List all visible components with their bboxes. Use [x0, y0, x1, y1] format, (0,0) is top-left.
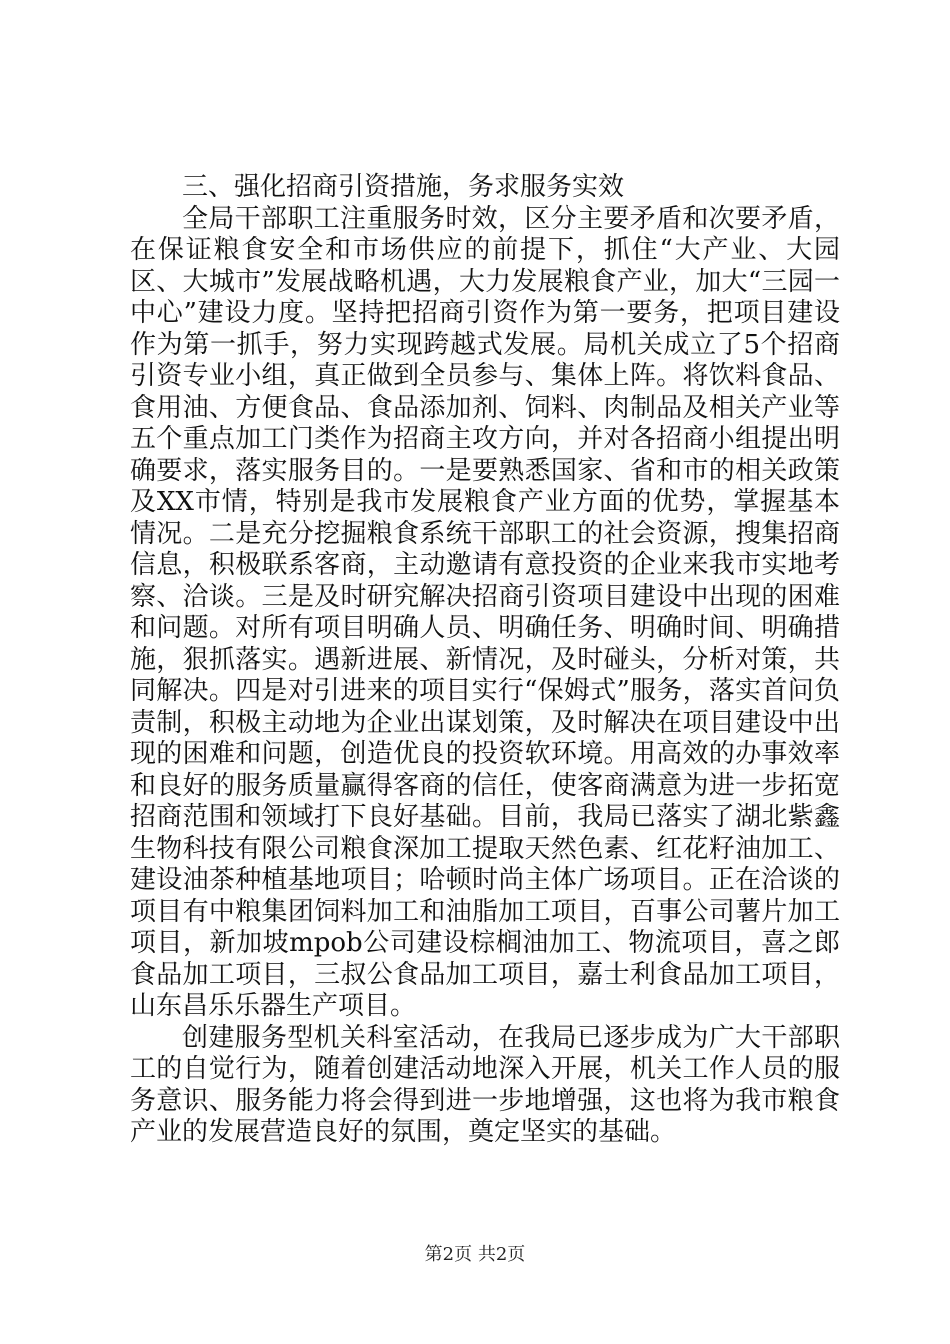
section-heading: 三、强化招商引资措施，务求服务实效 [182, 172, 625, 202]
page-number-footer: 第2页 共2页 [424, 1244, 526, 1265]
body-paragraph-2: 创建服务型机关科室活动，在我局已逐步成为广大干部职工的自觉行为，随着创建活动地深入开展，机关工作人员的服务意识、服务能力将会得到进一步地增强，这也将为我市粮食产业的发展营造良好的氛围，奠定坚实的基础。 [130, 1022, 840, 1147]
document-body [130, 172, 840, 1149]
body-paragraph-1: 全局干部职工注重服务时效，区分主要矛盾和次要矛盾，在保证粮食安全和市场供应的前提下，抓住“大产业、大园区、大城市”发展战略机遇，大力发展粮食产业，加大“三园一中心”建设力度。坚持把招商引资作为第一要务，把项目建设作为第一抓手，努力实现跨越式发展。局机关成立了5个招商引资专业小组，真正做到全员参与、集体上阵。将饮料食品、食用油、方便食品、食品添加剂、饲料、肉制品及相关产业等五个重点加工门类作为招商主攻方向，并对各招商小组提出明确要求，落实服务目的。一是要熟悉国家、省和市的相关政策及XX市情，特别是我市发展粮食产业方面的优势，掌握基本情况。二是充分挖掘粮食系统干部职工的社会资源，搜集招商信息，积极联系客商，主动邀请有意投资的企业来我市实地考察、洽谈。三是及时研究解决招商引资项目建设中出现的困难和问题。对所有项目明确人员、明确任务、明确时间、明确措施，狠抓落实。遇新进展、新情况，及时碰头，分析对策，共同解决。四是对引进来的项目实行“保姆式”服务，落实首问负责制，积极主动地为企业出谋划策，及时解决在项目建设中出现的困难和问题，创造优良的投资软环境。用高效的办事效率和良好的服务质量赢得客商的信任，使客商满意为进一步拓宽招商范围和领域打下良好基础。目前，我局已落实了湖北紫鑫生物科技有限公司粮食深加工提取天然色素、红花籽油加工、建设油茶种植基地项目；哈顿时尚主体广场项目。正在洽谈的项目有中粮集团饲料加工和油脂加工项目，百事公司薯片加工项目，新加坡mpob公司建设棕榈油加工、物流项目，喜之郎食品加工项目，三叔公食品加工项目，嘉士利食品加工项目，山东昌乐乐器生产项目。 [130, 203, 840, 1021]
